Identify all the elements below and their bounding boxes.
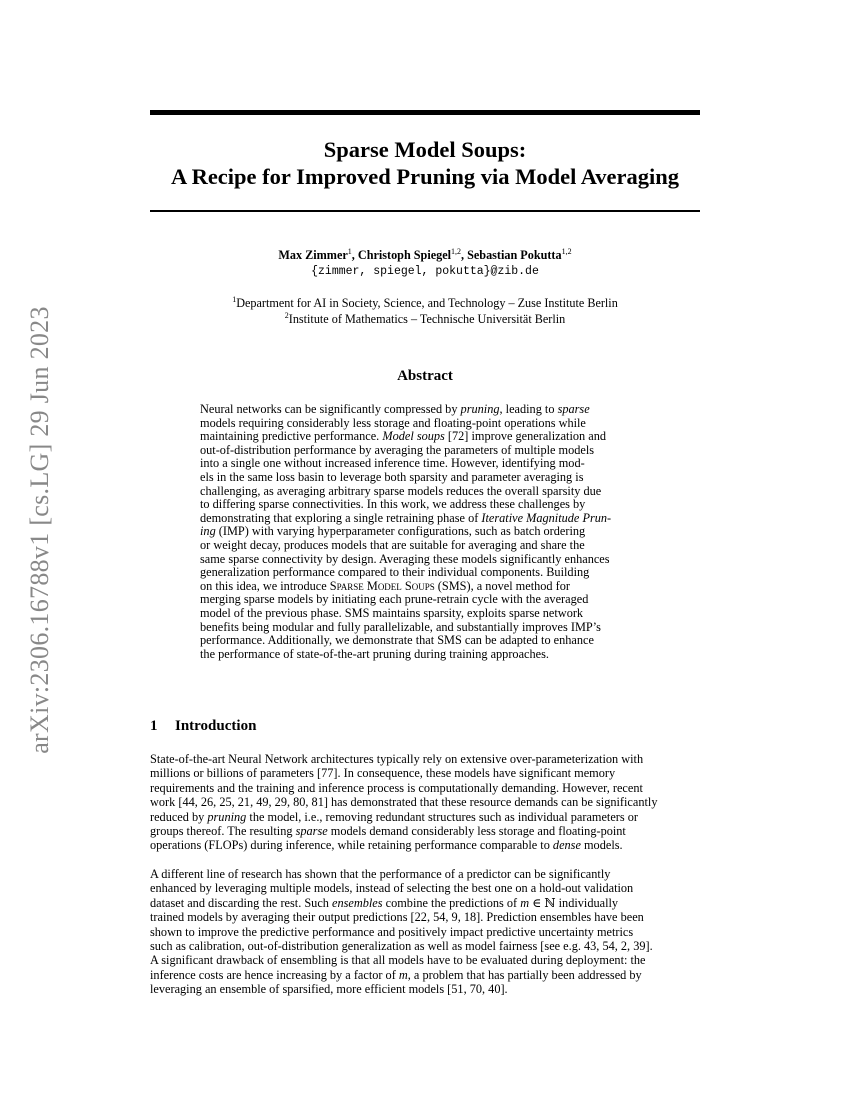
title-line-1: Sparse Model Soups:: [323, 137, 527, 162]
text-line: out-of-distribution performance by averaging the parameters of multiple models: [200, 442, 595, 457]
text-line: A different line of research has shown that the performance of a predictor can be significantly: [150, 867, 611, 881]
affiliation-text: Department for AI in Society, Science, and Technology – Zuse Institute Berlin: [236, 296, 618, 310]
text-line: to differing sparse connectivities. In this work, we address these challenges by: [200, 497, 586, 512]
emphasis-text: m: [398, 967, 408, 982]
paper-title: [150, 136, 700, 190]
text-line: maintaining predictive performance. Model soups [72] improve generalization and: [200, 429, 607, 444]
title-rule-top: [150, 110, 700, 115]
text-line: demonstrating that exploring a single retraining phase of Iterative Magnitude Prun-: [200, 510, 612, 525]
emphasis-text: Iterative Magnitude Prun-: [481, 510, 612, 525]
text-line: performance. Additionally, we demonstrate that SMS can be adapted to enhance: [200, 633, 594, 648]
text-line: or weight decay, produces models that are suitable for averaging and share the: [200, 537, 585, 552]
affiliation-mark: 1: [232, 294, 237, 304]
author-name: Christoph Spiegel: [357, 248, 452, 262]
text-line: ing (IMP) with varying hyperparameter configurations, such as batch ordering: [200, 524, 586, 539]
emphasis-text: Model soups: [382, 429, 445, 444]
text-line: challenging, as averaging arbitrary sparse models reduces the overall sparsity due: [200, 483, 602, 498]
text-line: operations (FLOPs) during inference, while retaining performance comparable to dense models.: [150, 838, 623, 853]
affiliations: [150, 296, 700, 327]
text-line: enhanced by leveraging multiple models, instead of selecting the best one on a hold-out validation: [150, 881, 634, 896]
emphasis-text: ensembles: [332, 895, 383, 910]
intro-paragraph-2: [150, 867, 700, 997]
text-line: benefits being modular and fully parallelizable, and substantially improves IMP’s: [200, 619, 601, 634]
author-affil-mark: 1: [347, 246, 352, 256]
text-line: shown to improve the predictive performance and positively impact predictive uncertainty metrics: [150, 924, 634, 939]
emphasis-text: ing: [200, 524, 216, 539]
author-affil-mark: 1,2: [561, 246, 572, 256]
affiliation-text: Institute of Mathematics – Technische Universität Berlin: [288, 311, 566, 326]
text-line: A significant drawback of ensembling is that all models have to be evaluated during deployment: the: [150, 953, 646, 968]
section-heading-introduction: [150, 718, 256, 735]
text-line: els in the same loss basin to leverage both sparsity and parameter averaging is: [200, 469, 584, 484]
text-line: such as calibration, out-of-distribution generalization as well as model fairness [see e.g. 43, 54, 2, 39].: [150, 939, 653, 954]
title-line-2: A Recipe for Improved Pruning via Model Averaging: [170, 164, 680, 189]
author-emails: {zimmer, spiegel, pokutta}@zib.de: [311, 265, 539, 278]
affiliation-line: [150, 312, 700, 328]
arxiv-stamp-text: arXiv:2306.16788v1 [cs.LG] 29 Jun 2023: [25, 306, 54, 754]
intro-paragraph-1: [150, 752, 700, 853]
text-line: merging sparse models by initiating each prune-retrain cycle with the averaged: [200, 592, 589, 607]
author-name: Sebastian Pokutta: [467, 248, 562, 262]
text-line: work [44, 26, 25, 21, 49, 29, 80, 81] has demonstrated that these resource demands can be significantly: [150, 795, 658, 810]
text-line: on this idea, we introduce Sparse Model Soups (SMS), a novel method for: [200, 578, 570, 593]
author-separator: ,: [351, 248, 358, 262]
text-line: inference costs are hence increasing by a factor of m, a problem that has partially been addressed by: [150, 967, 642, 982]
affiliation-line: [150, 296, 700, 312]
section-title: Introduction: [175, 718, 257, 734]
abstract-body: [200, 403, 651, 661]
section-number: 1: [150, 718, 158, 734]
small-caps-text: Sparse Model Soups: [329, 578, 435, 593]
text-line: into a single one without increased inference time. However, identifying mod-: [200, 456, 585, 471]
text-line: generalization performance compared to their individual components. Building: [200, 565, 590, 580]
text-line: the performance of state-of-the-art pruning during training approaches.: [200, 646, 549, 661]
emphasis-text: pruning: [207, 809, 247, 824]
author-separator: ,: [461, 248, 468, 262]
text-line: trained models by averaging their output predictions [22, 54, 9, 18]. Prediction ensembles have been: [150, 910, 644, 925]
emphasis-text: sparse: [557, 402, 590, 416]
emphasis-text: sparse: [295, 824, 328, 839]
text-line: State-of-the-art Neural Network architectures typically rely on extensive over-parameterization with: [150, 752, 644, 766]
emphasis-text: dense: [552, 838, 581, 853]
author-name: Max Zimmer: [278, 248, 348, 262]
text-line: same sparse connectivity by design. Averaging these models significantly enhances: [200, 551, 610, 566]
author-list: [150, 248, 700, 263]
text-line: groups thereof. The resulting sparse models demand considerably less storage and floating-point: [150, 824, 626, 839]
text-line: millions or billions of parameters [77]. In consequence, these models have significant memory: [150, 766, 616, 781]
text-line: requirements and the training and inference process is computationally demanding. However, recent: [150, 780, 643, 795]
emphasis-text: m: [520, 895, 530, 910]
text-line: reduced by pruning the model, i.e., removing redundant structures such as individual parameters or: [150, 809, 639, 824]
text-line: model of the previous phase. SMS maintains sparsity, exploits sparse network: [200, 605, 584, 620]
affiliation-mark: 2: [284, 310, 289, 320]
author-affil-mark: 1,2: [451, 246, 462, 256]
text-line: dataset and discarding the rest. Such ensembles combine the predictions of m ∈ ℕ individually: [150, 895, 619, 910]
emphasis-text: pruning: [460, 402, 500, 416]
text-line: models requiring considerably less storage and floating-point operations while: [200, 415, 586, 430]
title-rule-bottom: [150, 210, 700, 212]
text-line: leveraging an ensemble of sparsified, more efficient models [51, 70, 40].: [150, 982, 508, 997]
text-line: Neural networks can be significantly compressed by pruning, leading to sparse: [200, 402, 590, 416]
abstract-heading: Abstract: [397, 368, 453, 384]
arxiv-side-stamp: [18, 290, 62, 770]
